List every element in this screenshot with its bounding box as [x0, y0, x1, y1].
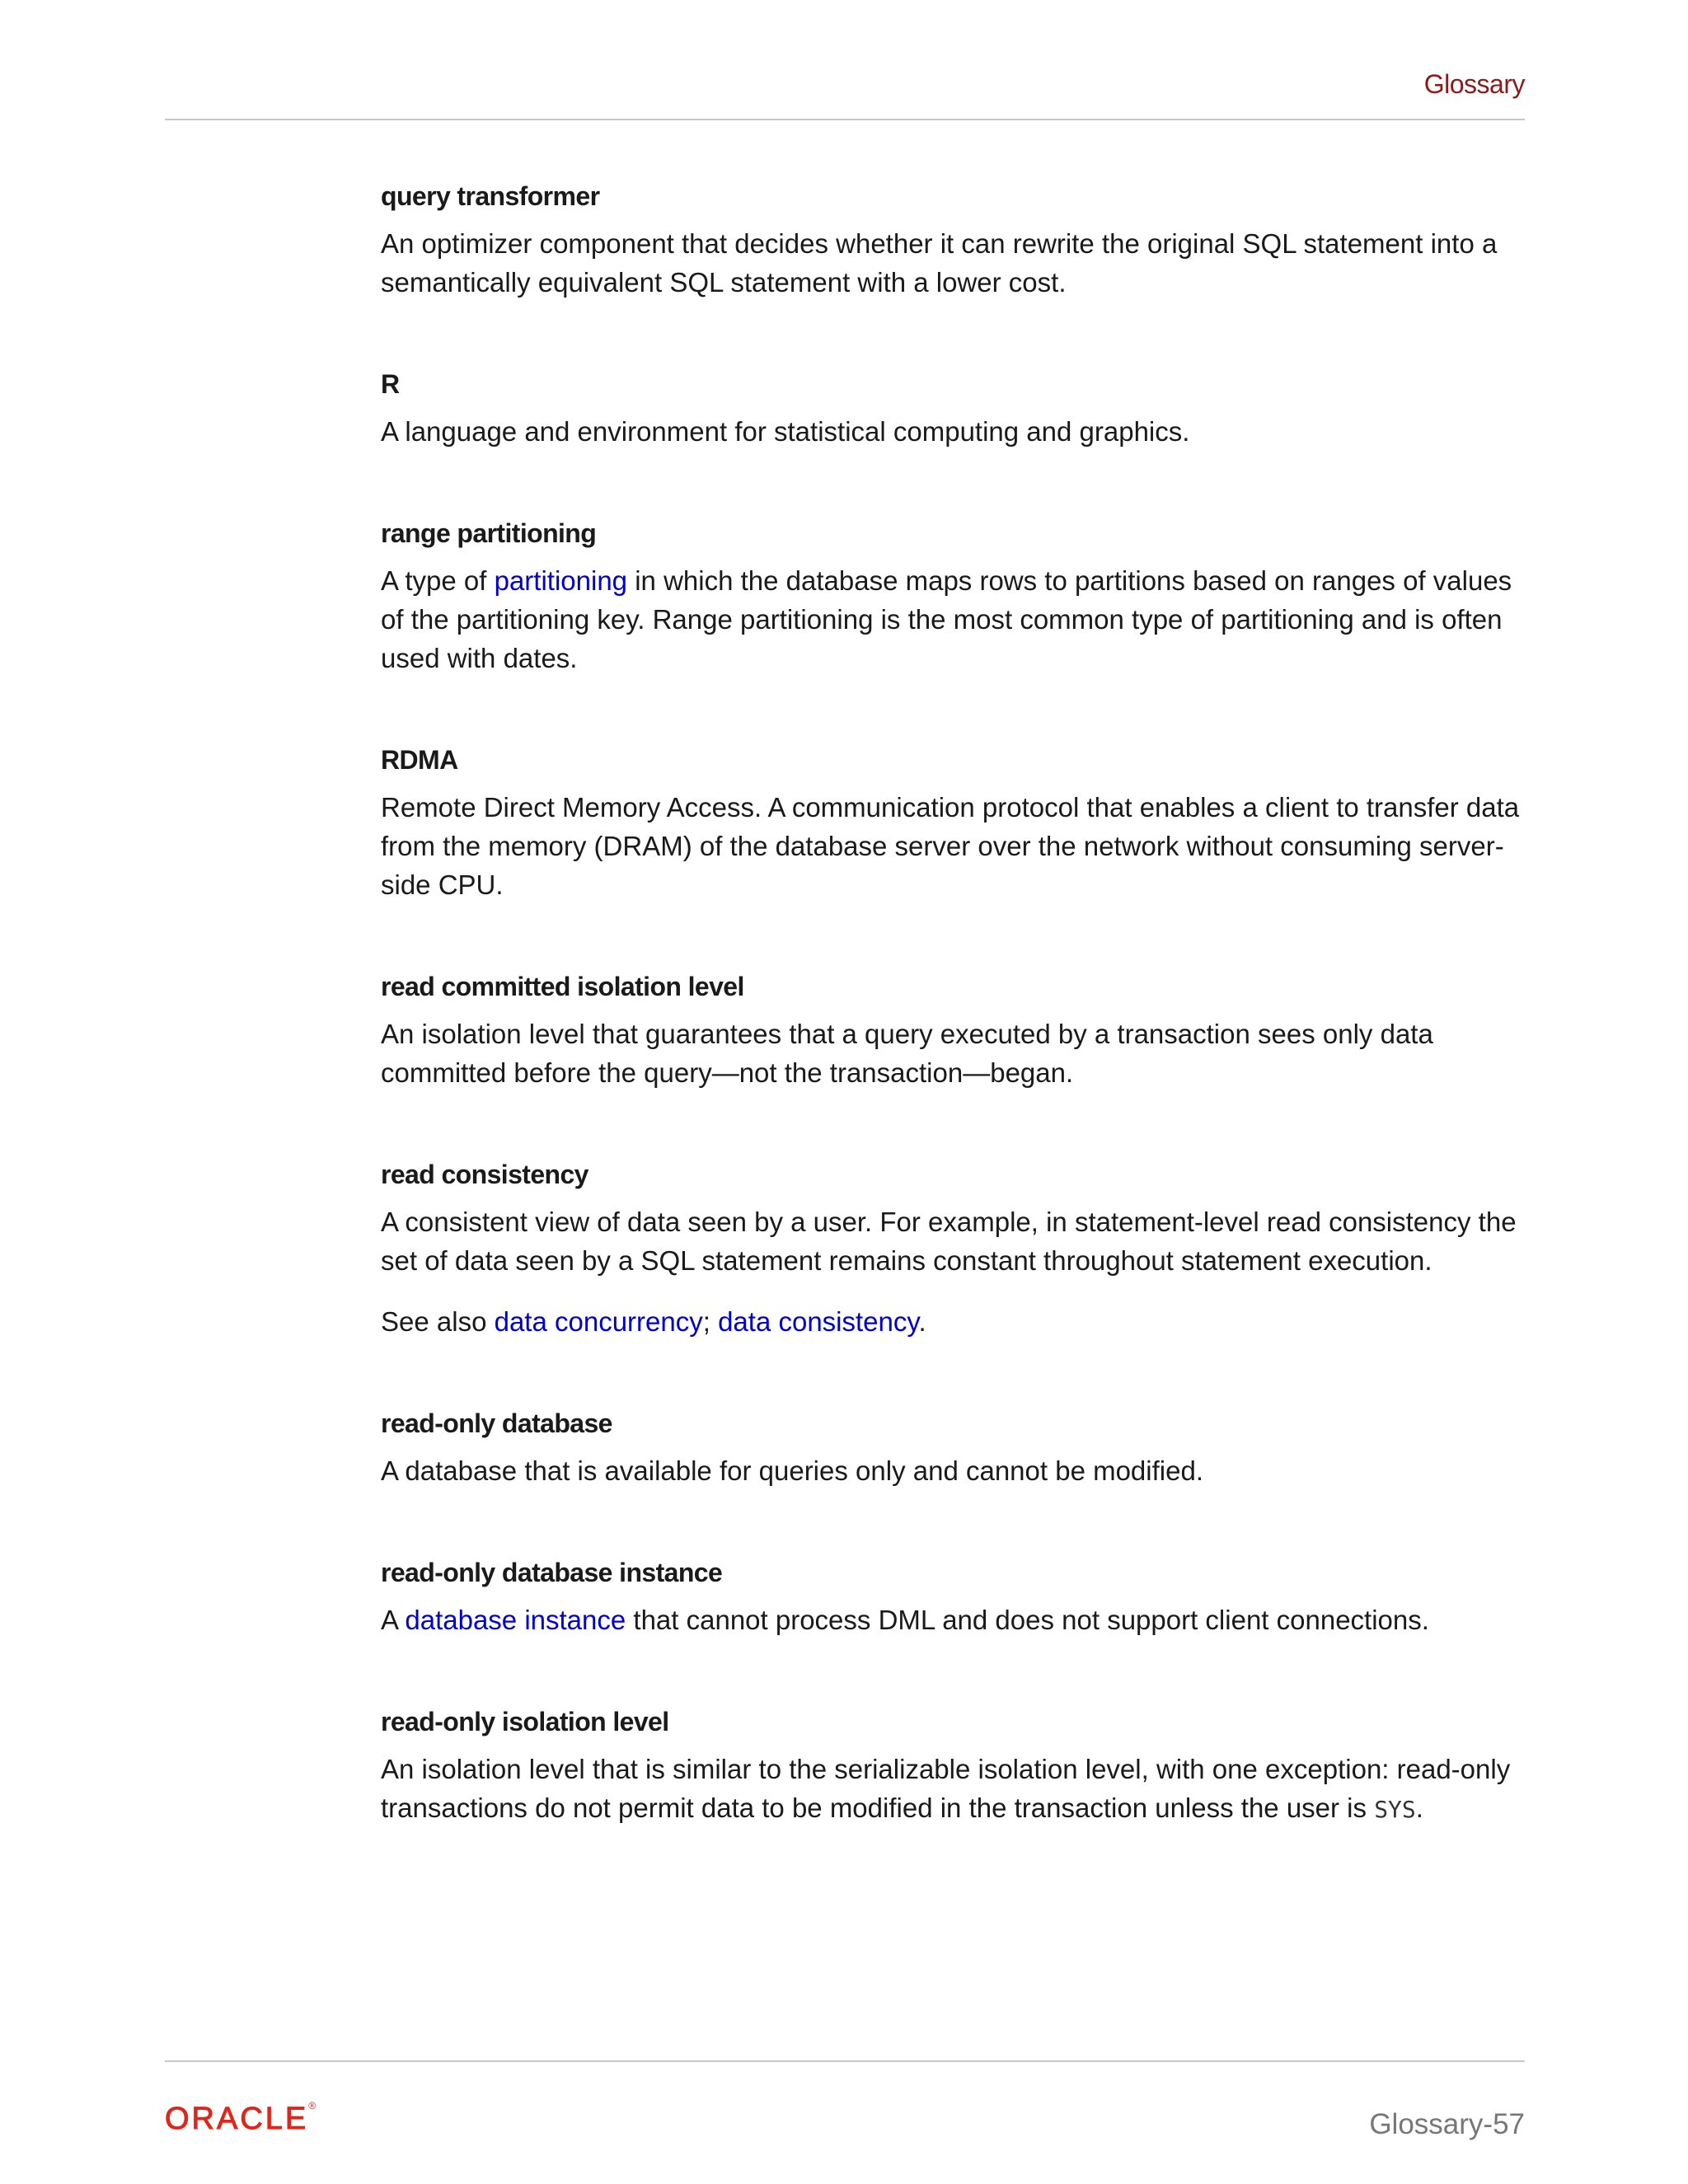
glossary-entry-range-partitioning: [381, 517, 1535, 677]
glossary-entry-read-committed-isolation-level: [381, 970, 1535, 1092]
definition-text: An isolation level that is similar to the serializable isolation level, with one exception: read-only transactions do not permit data to be modified in the transaction unless the user is: [381, 1754, 1511, 1823]
database-instance-link[interactable]: database instance: [405, 1605, 626, 1635]
glossary-term: read-only isolation level: [381, 1707, 669, 1736]
see-also-prefix: See also: [381, 1306, 495, 1337]
see-also: [381, 1302, 1535, 1341]
glossary-term: read-only database: [381, 1408, 612, 1438]
glossary-definition: Remote Direct Memory Access. A communication protocol that enables a client to transfer data from the memory (DRAM) of the database server over the network without consuming server-side CPU.: [381, 792, 1520, 900]
glossary-entry-read-consistency: [381, 1158, 1535, 1341]
glossary-entry-read-only-isolation-level: [381, 1705, 1535, 1829]
definition-text: A type of: [381, 565, 495, 596]
header-section-title: Glossary: [1423, 69, 1525, 99]
see-also-separator: ;: [702, 1306, 719, 1337]
data-concurrency-link[interactable]: data concurrency: [494, 1306, 703, 1337]
page-footer: [165, 2060, 1525, 2161]
glossary-definition: A consistent view of data seen by a user. For example, in statement-level read consistency the set of data seen by a SQL statement remains constant throughout statement execution.: [381, 1207, 1517, 1276]
glossary-entry-r: [381, 368, 1535, 451]
definition-text: A: [381, 1605, 406, 1635]
page-header: [165, 0, 1525, 120]
glossary-definition: An isolation level that guarantees that a query executed by a transaction sees only data committed before the query—not the transaction—began.: [381, 1019, 1433, 1088]
definition-text: in which the database maps rows to partitions based on ranges of values of the partitioning key. Range partitioning is the most common type of partitioning and is often used with dates.: [381, 565, 1512, 673]
definition-text: .: [1415, 1793, 1423, 1823]
glossary-term: read-only database instance: [381, 1558, 723, 1587]
glossary-term: read committed isolation level: [381, 972, 744, 1001]
glossary-entry-read-only-database: [381, 1407, 1535, 1490]
glossary-entry-rdma: [381, 743, 1535, 904]
glossary-definition: A language and environment for statistical computing and graphics.: [381, 416, 1190, 447]
oracle-logo-text: ORACLE: [165, 2102, 309, 2136]
sys-code: SYS: [1374, 1796, 1416, 1823]
definition-text: that cannot process DML and does not support client connections.: [626, 1605, 1429, 1635]
glossary-term: range partitioning: [381, 518, 597, 548]
glossary-definition: [381, 1601, 1535, 1639]
glossary-definition: An optimizer component that decides whether it can rewrite the original SQL statement into a semantically equivalent SQL statement with a lower cost.: [381, 228, 1498, 298]
glossary-term: RDMA: [381, 745, 458, 775]
glossary-content: [381, 180, 1535, 1895]
glossary-term: R: [381, 369, 400, 399]
glossary-term: query transformer: [381, 181, 600, 211]
glossary-definition: A database that is available for queries only and cannot be modified.: [381, 1455, 1203, 1486]
registered-mark: ®: [308, 2100, 316, 2111]
data-consistency-link[interactable]: data consistency: [718, 1306, 919, 1337]
glossary-definition: [381, 561, 1535, 677]
glossary-term: read consistency: [381, 1160, 588, 1189]
glossary-definition: [381, 1750, 1535, 1829]
glossary-entry-query-transformer: [381, 180, 1535, 302]
page-number: Glossary-57: [1369, 2108, 1525, 2140]
glossary-entry-read-only-database-instance: [381, 1556, 1535, 1639]
see-also-suffix: .: [918, 1306, 926, 1337]
oracle-logo: [165, 2102, 316, 2137]
partitioning-link[interactable]: partitioning: [494, 565, 628, 596]
